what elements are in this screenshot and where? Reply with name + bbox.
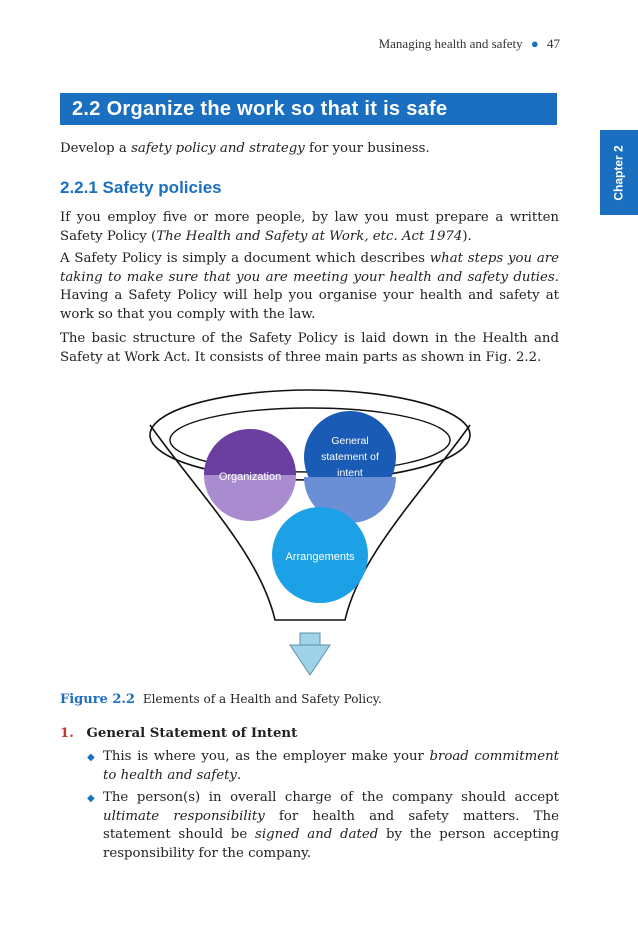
chapter-tab-label: Chapter 2	[612, 144, 627, 201]
para2-text-c: . Having a Safety Policy will help you organise your health and safety at work so that you comply with the law.	[60, 269, 559, 322]
section-heading	[60, 93, 557, 125]
running-head	[379, 36, 560, 52]
b1-text-c: .	[236, 767, 242, 783]
policy-funnel-figure	[140, 385, 480, 685]
intro-text-a: Develop a	[60, 141, 132, 156]
b2-emphasis-1: ultimate responsibility	[103, 808, 265, 824]
list-heading	[60, 726, 297, 741]
list-title: General Statement of Intent	[86, 726, 298, 741]
subsection-heading	[60, 178, 222, 198]
b2-text-a: The person(s) in overall charge of the company should accept	[103, 790, 559, 805]
bullet-dot-icon: ●	[530, 36, 539, 51]
intro-paragraph	[60, 140, 559, 159]
intro-text-c: for your business.	[304, 141, 430, 156]
b1-text-a: This is where you, as the employer make your	[103, 749, 430, 764]
page-number: 47	[547, 36, 560, 51]
paragraph-2	[60, 250, 559, 324]
general-label-3: intent	[337, 467, 363, 479]
para2-text-a: A Safety Policy is simply a document which describes	[60, 251, 430, 266]
figure-caption	[60, 692, 382, 707]
figure-caption-text: Elements of a Health and Safety Policy.	[142, 692, 382, 706]
subsection-number: 2.2.1	[60, 178, 98, 197]
arrangements-label: Arrangements	[285, 551, 355, 563]
para1-text-a: If you employ five or more people, by law you must prepare a written Safety Policy (	[60, 210, 559, 244]
subsection-title: Safety policies	[102, 178, 222, 197]
list-number: 1.	[60, 726, 74, 741]
b2-text-e: by the person accepting responsibility for the company.	[103, 827, 559, 861]
intro-emphasis: safety policy and strategy	[131, 141, 305, 156]
running-title: Managing health and safety	[378, 36, 523, 51]
list-bullet-2	[103, 789, 559, 863]
para1-emphasis: The Health and Safety at Work, etc. Act 1974	[156, 228, 463, 244]
paragraph-3: The basic structure of the Safety Policy is laid down in the Health and Safety at Work Act. It consists of three main parts as shown in Fig. 2.2.	[60, 331, 559, 365]
b1-emphasis: broad commitment to health and safety	[103, 749, 559, 783]
general-label-2: statement of	[321, 451, 379, 463]
diamond-bullet-icon: ◆	[87, 752, 95, 763]
figure-label: Figure 2.2	[60, 692, 135, 707]
paragraph-1	[60, 209, 559, 246]
b2-emphasis-2: signed and dated	[255, 827, 379, 842]
general-label-1: General	[331, 435, 369, 447]
para2-emphasis: what steps you are taking to make sure that you are meeting your health and safety duties	[60, 251, 559, 285]
list-bullet-1	[103, 748, 559, 785]
chapter-tab	[600, 130, 638, 215]
organization-circle-top	[204, 429, 296, 475]
para1-text-c: ).	[462, 228, 472, 244]
organization-label: Organization	[218, 471, 282, 483]
down-arrow-icon	[290, 633, 330, 675]
diamond-bullet-icon: ◆	[87, 793, 95, 804]
section-title: Organize the work so that it is safe	[106, 98, 448, 120]
section-number: 2.2	[72, 98, 101, 120]
b2-text-c: for health and safety matters. The statement should be	[103, 808, 559, 842]
